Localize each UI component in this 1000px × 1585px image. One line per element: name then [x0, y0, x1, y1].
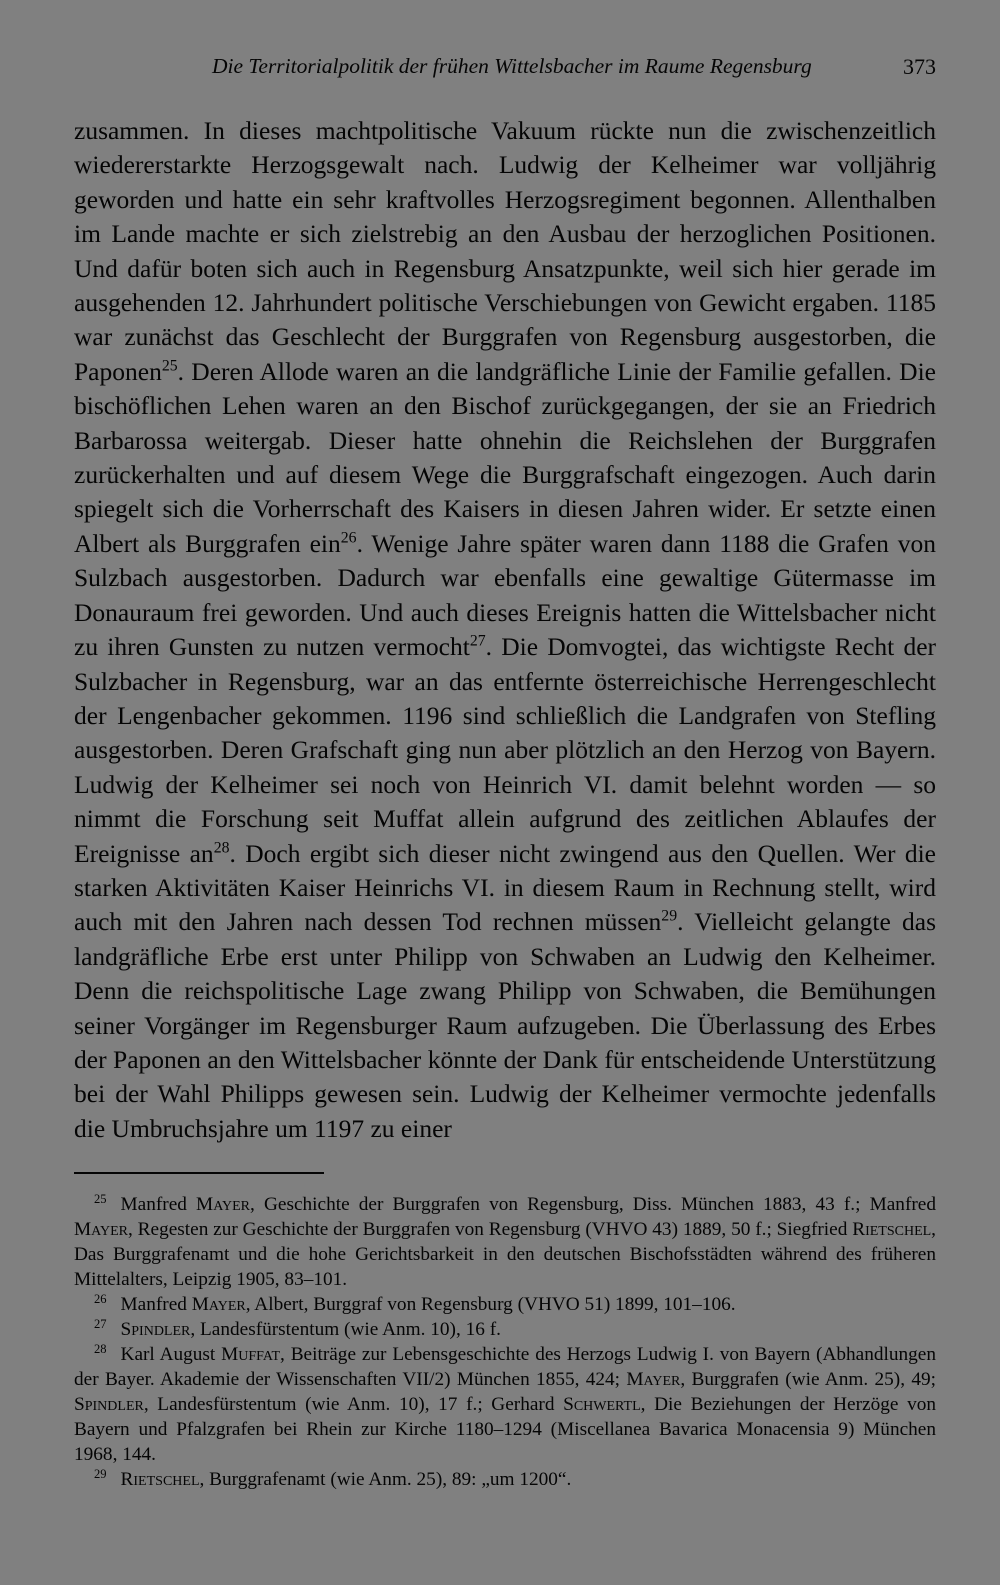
footnote-text: Manfred — [120, 1194, 197, 1216]
author-name: Rietschel — [120, 1469, 200, 1491]
footnote-text: Karl August — [120, 1344, 222, 1366]
author-name: Mayer — [196, 1194, 251, 1216]
footnote-number: 26 — [94, 1291, 107, 1306]
author-name: Spindler — [74, 1394, 144, 1416]
body-paragraph — [74, 114, 936, 1146]
footnote-separator — [74, 1172, 324, 1174]
body-text-segment: zusammen. In dieses machtpolitische Vakuum rückte nun die zwischenzeitlich wiedererstarkte Herzogsgewalt nach. Ludwig der Kelheimer war volljährig geworden und hatte ein sehr kraftvolles Herzogsregiment begonnen. Allenthalben im Lande machte er sich zielstrebig an den Ausbau der herzoglichen Positionen. Und dafür boten sich auch in Regensburg Ansatzpunkte, weil sich hier gerade im ausgehenden 12. Jahrhundert politische Verschiebungen von Gewicht ergaben. 1185 war zunächst das Geschlecht der Burggrafen von Regensburg ausgestorben, die Paponen — [74, 116, 936, 386]
page-number: 373 — [903, 54, 936, 79]
author-name: Mayer — [74, 1219, 128, 1241]
running-title: Die Territorialpolitik der frühen Wittelsbacher im Raume Regensburg — [212, 54, 812, 78]
body-text-segment: . Deren Allode waren an die landgräfliche Linie der Familie gefallen. Die bischöflichen Lehen waren an den Bischof zurückgegangen, der sie an Friedrich Barbarossa weitergab. Dieser hatte ohnehin die Reichslehen der Burggrafen zurückerhalten und auf diesem Wege die Burggrafschaft eingezogen. Auch darin spiegelt sich die Vorherrschaft des Kaisers in diesen Jahren wider. Er setzte einen Albert als Burggrafen ein — [74, 356, 936, 558]
footnote-text: , Die Beziehungen der Herzöge von Bayern und Pfalzgrafen bei Rhein zur Kirche 1180–1294 (Miscellanea Bavarica Monacensia 9) München 1968, 144. — [74, 1394, 936, 1466]
footnote-text: , Das Burggrafenamt und die hohe Gerichtsbarkeit in den deutschen Bischofsstädten während des früheren Mittelalters, Leipzig 1905, 83–101. — [74, 1219, 936, 1291]
footnote-reference: 27 — [469, 632, 486, 650]
running-header — [74, 48, 936, 88]
book-page — [74, 48, 936, 1548]
footnote-reference: 29 — [661, 907, 678, 925]
footnote — [74, 1292, 936, 1317]
footnote-number: 25 — [94, 1191, 107, 1206]
author-name: Rietschel — [852, 1219, 932, 1241]
author-name: Muffat — [221, 1344, 281, 1366]
footnote-text: Manfred — [120, 1294, 192, 1316]
footnote — [74, 1192, 936, 1292]
footnote-text: , Burggrafenamt (wie Anm. 25), 89: „um 1200“. — [199, 1469, 572, 1491]
body-text-segment: . Doch ergibt sich dieser nicht zwingend aus den Quellen. Wer die starken Aktivitäten Kaiser Heinrichs VI. in diesem Raum in Rechnung stellt, wird auch mit den Jahren nach dessen Tod rechnen müssen — [74, 838, 936, 937]
footnote-text: , Burggrafen (wie Anm. 25), 49; — [680, 1369, 936, 1391]
footnote-number: 29 — [94, 1466, 107, 1481]
footnote-reference: 25 — [161, 357, 178, 375]
footnote-text: , Landesfürstentum (wie Anm. 10), 16 f. — [190, 1319, 501, 1341]
footnote-text: , Geschichte der Burggrafen von Regensburg, Diss. München 1883, 43 f.; Manfred — [250, 1194, 936, 1216]
body-text-segment: . Die Domvogtei, das wichtigste Recht der Sulzbacher in Regensburg, war an das entfernte österreichische Herrengeschlecht der Lengenbacher gekommen. 1196 sind schließlich die Landgrafen von Stefling ausgestorben. Deren Grafschaft ging nun aber plötzlich an den Herzog von Bayern. Ludwig der Kelheimer sei noch von Heinrich VI. damit belehnt worden — so nimmt die Forschung seit Muffat allein aufgrund des zeitlichen Ablaufes der Ereignisse an — [74, 632, 937, 868]
footnote — [74, 1467, 936, 1492]
author-name: Schwertl — [563, 1394, 641, 1416]
footnotes — [74, 1192, 936, 1492]
body-text-segment: . Wenige Jahre später waren dann 1188 die Grafen von Sulzbach ausgestorben. Dadurch war ebenfalls eine gewaltige Gütermasse im Donauraum frei geworden. Und auch dieses Ereignis hatten die Wittelsbacher nicht zu ihren Gunsten zu nutzen vermocht — [74, 528, 936, 662]
body-text-segment: . Vielleicht gelangte das landgräfliche Erbe erst unter Philipp von Schwaben an Ludwig den Kelheimer. Denn die reichspolitische Lage zwang Philipp von Schwaben, die Bemühungen seiner Vorgänger im Regensburger Raum aufzugeben. Die Überlassung des Erbes der Paponen an den Wittelsbacher könnte der Dank für entscheidende Unterstützung bei der Wahl Philipps gewesen sein. Ludwig der Kelheimer vermochte jedenfalls die Umbruchsjahre um 1197 zu einer — [74, 907, 936, 1143]
footnote-text: , Landesfürstentum (wie Anm. 10), 17 f.; Gerhard — [143, 1394, 564, 1416]
footnote-number: 27 — [94, 1316, 107, 1331]
footnote-number: 28 — [94, 1341, 107, 1356]
footnote — [74, 1342, 936, 1467]
footnote — [74, 1317, 936, 1342]
author-name: Mayer — [626, 1369, 681, 1391]
author-name: Spindler — [120, 1319, 191, 1341]
footnote-text: , Regesten zur Geschichte der Burggrafen von Regensburg (VHVO 43) 1889, 50 f.; Siegfried — [127, 1219, 853, 1241]
footnote-text: , Beiträge zur Lebensgeschichte des Herzogs Ludwig I. von Bayern (Abhandlungen der Bayer. Akademie der Wissenschaften VII/2) München 1855, 424; — [74, 1344, 936, 1391]
footnote-reference: 28 — [213, 839, 230, 857]
author-name: Mayer — [191, 1294, 246, 1316]
body-text — [74, 114, 936, 1146]
footnote-text: , Albert, Burggraf von Regensburg (VHVO 51) 1899, 101–106. — [245, 1294, 736, 1316]
footnote-reference: 26 — [340, 529, 357, 547]
